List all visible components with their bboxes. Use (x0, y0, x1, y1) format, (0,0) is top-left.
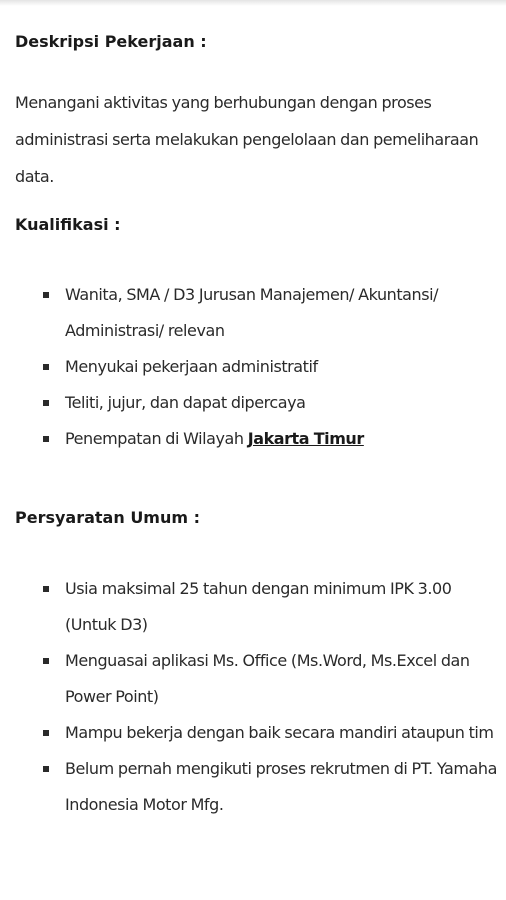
qualifications-list (15, 277, 500, 457)
list-item (15, 571, 500, 643)
bullet-icon (43, 586, 49, 592)
bullet-icon (43, 400, 49, 406)
qualifications-section (15, 213, 500, 457)
list-item (15, 385, 500, 421)
bullet-icon (43, 364, 49, 370)
bullet-icon (43, 766, 49, 772)
requirement-text: Belum pernah mengikuti proses rekrutmen di PT. Yamaha Indonesia Motor Mfg. (65, 759, 497, 814)
list-item (15, 715, 500, 751)
bullet-icon (43, 730, 49, 736)
qualification-text: Teliti, jujur, dan dapat dipercaya (65, 393, 306, 412)
list-item (15, 349, 500, 385)
bullet-icon (43, 292, 49, 298)
placement-text: Penempatan di Wilayah (65, 429, 248, 448)
qualification-text: Menyukai pekerjaan administratif (65, 357, 318, 376)
list-item (15, 751, 500, 823)
requirement-text: Mampu bekerja dengan baik secara mandiri ataupun tim (65, 723, 494, 742)
bullet-icon (43, 658, 49, 664)
list-item (15, 421, 500, 457)
general-requirements-heading: Persyaratan Umum : (15, 508, 201, 527)
job-posting (15, 30, 500, 823)
requirement-text: Usia maksimal 25 tahun dengan minimum IPK 3.00 (Untuk D3) (65, 579, 452, 634)
general-requirements-section (15, 506, 500, 823)
qualification-text: Wanita, SMA / D3 Jurusan Manajemen/ Akuntansi/ Administrasi/ relevan (65, 285, 439, 340)
job-description-text: Menangani aktivitas yang berhubungan dengan proses administrasi serta melakukan pengelolaan dan pemeliharaan data. (15, 93, 479, 186)
requirement-text: Menguasai aplikasi Ms. Office (Ms.Word, Ms.Excel dan Power Point) (65, 651, 470, 706)
job-description-section (15, 30, 500, 195)
general-requirements-list (15, 571, 500, 823)
bullet-icon (43, 436, 49, 442)
list-item (15, 277, 500, 349)
job-description-heading: Deskripsi Pekerjaan : (15, 32, 207, 51)
list-item (15, 643, 500, 715)
top-divider (0, 0, 506, 6)
placement-location-link[interactable]: Jakarta Timur (247, 429, 364, 448)
qualifications-heading: Kualifikasi : (15, 215, 121, 234)
